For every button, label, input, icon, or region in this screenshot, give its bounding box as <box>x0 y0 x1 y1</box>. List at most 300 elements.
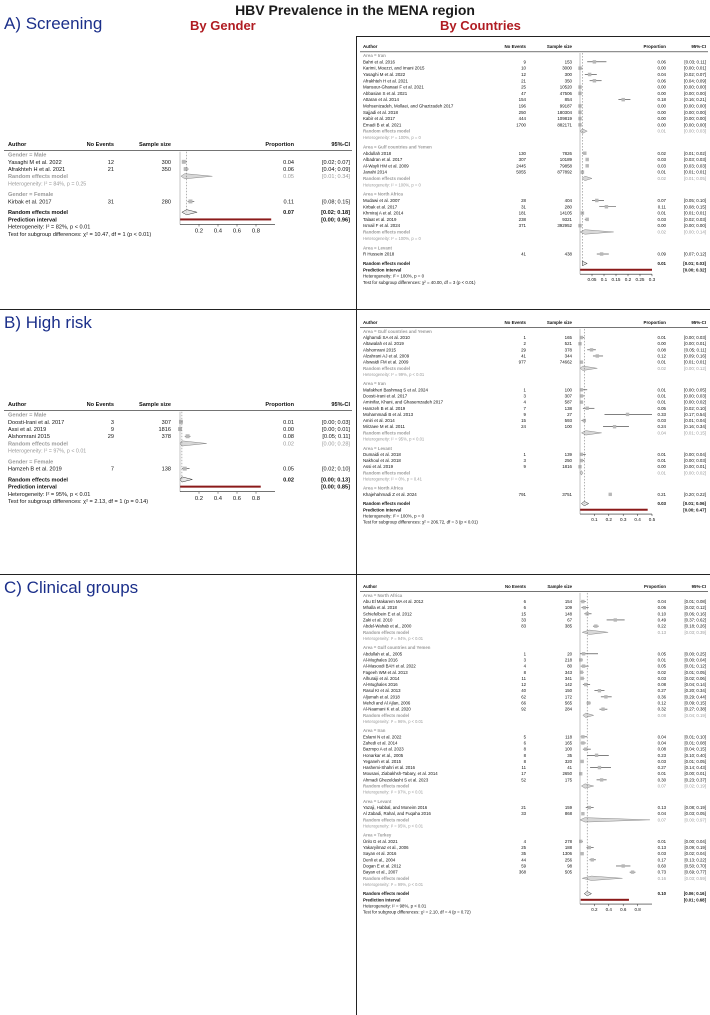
study-square <box>184 167 188 171</box>
study-author: Al-Mughales 2016 <box>363 657 398 663</box>
study-events: 12 <box>521 682 526 688</box>
x-axis-tick-label: 0.2 <box>194 228 204 235</box>
study-ci: [0.08; 0.15] <box>322 199 350 206</box>
study-events: 10 <box>521 65 526 71</box>
study-author: Alghamdi SA et al. 2010 <box>363 335 410 341</box>
study-sample-size: 150 <box>564 688 572 694</box>
subgroup-re-label: Random effects model <box>363 875 410 881</box>
study-proportion: 0.01 <box>657 838 666 844</box>
study-square <box>182 160 186 164</box>
study-sample-size: 218 <box>564 657 572 663</box>
study-proportion: 0.10 <box>657 611 666 617</box>
study-square <box>580 336 583 339</box>
study-square <box>581 735 584 738</box>
study-square <box>183 467 187 471</box>
study-events: 33 <box>521 617 526 623</box>
subgroup-re-proportion: 0.16 <box>657 875 666 881</box>
subgroup-diamond <box>582 630 608 634</box>
study-square <box>581 600 584 603</box>
study-proportion: 0.27 <box>657 688 666 694</box>
study-events: 12 <box>107 159 114 166</box>
study-events: 181 <box>518 210 526 216</box>
study-events: 33 <box>521 811 526 817</box>
panel-divider-bc <box>0 574 710 575</box>
figure-title: HBV Prevalence in the MENA region <box>235 2 475 18</box>
study-square <box>588 846 591 849</box>
study-square <box>179 420 183 424</box>
subgroup-heterogeneity: Heterogeneity: I² = 99%, p < 0.01 <box>363 881 424 887</box>
overall-re-ci: [0.06; 0.16] <box>683 891 706 897</box>
study-sample-size: 27 <box>567 411 572 417</box>
study-proportion: 0.01 <box>657 458 666 464</box>
study-author: Yeganeh et al. 2015 <box>363 758 402 764</box>
study-events: 8 <box>523 758 526 764</box>
overall-heterogeneity: Heterogeneity: I² = 82%, p < 0.01 <box>8 224 91 231</box>
x-axis-tick-label: 0.2 <box>624 277 632 283</box>
study-sample-size: 10520 <box>559 84 572 90</box>
study-ci: [0.03; 0.03] <box>684 157 706 163</box>
subgroup-label: Gender = Female <box>8 192 54 199</box>
study-proportion: 0.00 <box>657 116 666 122</box>
study-events: 8 <box>523 669 526 675</box>
study-square <box>580 671 583 674</box>
study-sample-size: 280 <box>161 199 171 206</box>
study-proportion: 0.02 <box>657 150 666 156</box>
subgroup-diamond <box>582 176 592 181</box>
study-author: Ünlü G et al. 2021 <box>363 838 398 844</box>
study-ci: [0.00; 0.03] <box>684 458 706 464</box>
study-sample-size: 67 <box>567 617 572 623</box>
subgroup-re-proportion: 0.04 <box>657 430 666 436</box>
study-events: 4 <box>523 663 526 669</box>
study-proportion: 0.05 <box>657 651 666 657</box>
study-events: 66 <box>521 700 526 706</box>
study-sample-size: 1306 <box>562 851 572 857</box>
study-square <box>591 858 594 861</box>
study-proportion: 0.08 <box>657 682 666 688</box>
study-square <box>580 400 583 403</box>
panel-b-separator <box>356 309 357 574</box>
study-sample-size: 438 <box>564 251 572 257</box>
study-events: 83 <box>521 623 526 629</box>
study-square <box>609 493 612 496</box>
study-sample-size: 300 <box>161 159 171 166</box>
study-proportion: 0.00 <box>657 65 666 71</box>
subgroup-heterogeneity: Heterogeneity: I² = 95%, p < 0.01 <box>363 436 425 442</box>
study-author: Aljumah et al. 2018 <box>363 694 400 700</box>
study-sample-size: 280 <box>564 204 572 210</box>
study-square <box>588 73 591 76</box>
study-author: Hashemi-Shahri et al. 2016 <box>363 765 416 771</box>
study-ci: [0.01; 0.05] <box>684 669 706 675</box>
study-author: Doosti-Irani et al. 2017 <box>8 419 65 426</box>
study-events: 25 <box>521 84 526 90</box>
study-ci: [0.02; 0.03] <box>684 216 706 222</box>
study-sample-size: 142 <box>564 682 572 688</box>
study-proportion: 0.01 <box>657 335 666 341</box>
study-ci: [0.13; 0.22] <box>684 857 706 863</box>
subgroup-re-label: Random effects model <box>363 128 411 134</box>
subgroup-difference-test: Test for subgroup differences: χ² = 2.10, df = 4 (p = 0.72) <box>363 909 471 915</box>
study-sample-size: 139 <box>564 451 572 457</box>
study-sample-size: 74662 <box>559 359 572 365</box>
subgroup-diamond <box>582 876 622 880</box>
study-proportion: 0.00 <box>657 341 666 347</box>
panel-a-title: A) Screening <box>4 14 103 33</box>
study-sample-size: 307 <box>161 419 171 426</box>
study-proportion: 0.06 <box>657 78 666 84</box>
study-square <box>588 806 591 809</box>
study-square <box>594 624 597 627</box>
study-events: 977 <box>518 359 526 365</box>
subgroup-re-label: Random effects model <box>363 175 411 181</box>
subgroup-label: Gender = Female <box>8 459 54 466</box>
study-ci: [0.16; 0.34] <box>684 424 706 430</box>
study-ci: [0.02; 0.12] <box>684 605 706 611</box>
study-sample-size: 35 <box>567 752 572 758</box>
study-sample-size: 165 <box>564 335 572 341</box>
study-ci: [0.04; 0.15] <box>684 746 706 752</box>
study-proportion: 0.03 <box>657 216 666 222</box>
study-events: 3 <box>523 458 526 464</box>
study-proportion: 0.03 <box>657 851 666 857</box>
study-ci: [0.06; 0.16] <box>684 611 706 617</box>
study-ci: [0.04; 0.14] <box>684 682 706 688</box>
x-axis-tick-label: 0.6 <box>232 495 242 502</box>
forest-plot-c-by-countries <box>360 580 708 1012</box>
study-author: Denli et al., 2004 <box>363 857 396 863</box>
study-events: 24 <box>521 424 526 430</box>
study-sample-size: 385 <box>564 623 572 629</box>
study-sample-size: 118 <box>565 734 572 740</box>
subgroup-re-proportion: 0.02 <box>657 229 666 235</box>
study-ci: [0.00; 0.00] <box>684 116 706 122</box>
study-proportion: 0.08 <box>283 434 294 441</box>
study-sample-size: 2650 <box>562 771 572 777</box>
study-square <box>582 664 585 667</box>
study-sample-size: 877892 <box>557 169 572 175</box>
subgroup-re-proportion: 0.01 <box>657 128 666 134</box>
column-header-author: Author <box>363 320 378 325</box>
study-events: 25 <box>521 845 526 851</box>
overall-diamond <box>182 210 197 215</box>
study-square <box>580 394 583 397</box>
study-square <box>580 360 583 363</box>
study-sample-size: 392952 <box>557 223 572 229</box>
study-author: Sajjadi et al. 2018 <box>363 109 398 115</box>
study-sample-size: 256 <box>564 857 572 863</box>
overall-heterogeneity: Heterogeneity: I² = 98%, p < 0.01 <box>363 903 427 909</box>
overall-re-label: Random effects model <box>363 891 410 897</box>
overall-re-label: Random effects model <box>363 261 411 266</box>
study-events: 9 <box>523 59 526 65</box>
study-proportion: 0.06 <box>283 167 294 173</box>
study-events: 3 <box>523 393 526 399</box>
subgroup-label: Area = Gulf countries and Yemen <box>363 328 432 334</box>
study-author: Yakaryilmaz et al., 2006 <box>363 845 409 851</box>
study-sample-size: 868 <box>564 811 572 817</box>
study-ci: [0.01; 0.10] <box>684 734 706 740</box>
subgroup-label: Area = Gulf countries and Yemen <box>363 144 432 150</box>
study-square <box>583 151 586 154</box>
subgroup-label: Area = North Africa <box>363 191 403 197</box>
panel-a-right-frame-top <box>356 36 710 37</box>
study-sample-size: 404 <box>564 198 572 203</box>
study-author: Alzahrani AJ et al. 2009 <box>363 353 410 359</box>
study-ci: [0.03; 0.11] <box>684 59 706 65</box>
study-square <box>579 658 582 661</box>
study-proportion: 0.00 <box>657 90 666 96</box>
study-sample-size: 79858 <box>559 163 572 169</box>
study-proportion: 0.13 <box>657 845 666 851</box>
x-axis-tick-label: 0.15 <box>611 277 621 283</box>
study-ci: [0.20; 0.22] <box>684 491 706 497</box>
study-ci: [0.00; 0.02] <box>684 399 706 405</box>
subgroup-re-ci: [0.01; 0.34] <box>322 174 350 181</box>
study-ci: [0.00; 0.03] <box>684 335 706 341</box>
study-sample-size: 7826 <box>562 150 572 156</box>
study-square <box>593 79 596 82</box>
study-proportion: 0.01 <box>657 387 666 393</box>
study-ci: [0.00; 0.01] <box>322 427 350 433</box>
study-proportion: 0.01 <box>657 393 666 399</box>
study-sample-size: 41 <box>567 765 572 771</box>
study-author: Eslami N et al. 2022 <box>363 734 402 740</box>
study-events: 250 <box>518 109 526 115</box>
study-events: 31 <box>521 204 526 210</box>
study-proportion: 0.33 <box>657 411 666 417</box>
study-square <box>605 205 608 208</box>
study-proportion: 0.12 <box>657 700 666 706</box>
study-author: Dogan E et al. 2012 <box>363 863 401 869</box>
subgroup-re-proportion: 0.07 <box>657 817 666 823</box>
overall-re-ci: [0.01; 0.06] <box>683 501 706 507</box>
overall-re-proportion: 0.02 <box>283 477 294 484</box>
study-ci: [0.01; 0.04] <box>684 418 706 424</box>
study-sample-size: 154 <box>564 599 572 605</box>
study-ci: [0.00; 0.25] <box>684 651 706 657</box>
study-square <box>631 870 634 873</box>
column-header-ci: 95%-CI <box>691 584 706 589</box>
column-header-proportion: Proportion <box>643 320 666 325</box>
study-proportion: 0.01 <box>283 419 294 426</box>
prediction-interval-bar <box>580 269 652 271</box>
study-author: Assi et al. 2019 <box>363 464 394 470</box>
study-sample-size: 159 <box>564 805 572 811</box>
study-events: 40 <box>521 688 526 694</box>
study-proportion: 0.30 <box>657 777 666 783</box>
prediction-interval-bar <box>180 218 271 220</box>
study-events: 3 <box>110 419 114 426</box>
study-ci: [0.20; 0.34] <box>684 688 706 694</box>
subgroup-label: Area = Turkey <box>363 832 392 838</box>
study-author: Altawalah et al. 2019 <box>363 341 404 347</box>
study-author: Mhalla et al. 2018 <box>363 605 397 611</box>
study-ci: [0.02; 0.10] <box>684 405 706 411</box>
study-sample-size: 344 <box>564 353 572 359</box>
subgroup-re-proportion: 0.02 <box>283 441 294 448</box>
study-sample-size: 9321 <box>562 216 572 222</box>
study-events: 1 <box>523 651 526 657</box>
study-ci: [0.17; 0.54] <box>684 411 706 417</box>
prediction-interval-ci: [0.00; 0.32] <box>683 267 706 273</box>
study-ci: [0.02; 0.10] <box>322 466 350 473</box>
x-axis-tick-label: 0.25 <box>635 277 645 283</box>
study-ci: [0.16; 0.21] <box>684 97 706 103</box>
study-proportion: 0.04 <box>283 159 294 166</box>
overall-re-proportion: 0.07 <box>283 210 294 217</box>
subgroup-heterogeneity: Heterogeneity: I² = 100%, p = 0 <box>363 235 421 241</box>
subgroup-re-ci: [0.00; 0.14] <box>684 229 706 235</box>
study-proportion: 0.00 <box>657 223 666 229</box>
study-author: Zaki et al. 2010 <box>363 617 393 623</box>
study-ci: [0.29; 0.44] <box>684 694 706 700</box>
study-sample-size: 175 <box>564 777 572 783</box>
study-events: 41 <box>521 353 526 359</box>
overall-diamond <box>581 501 588 505</box>
study-ci: [0.09; 0.15] <box>684 700 706 706</box>
study-author: Afrakhteh H et al. 2021 <box>363 78 408 84</box>
study-sample-size: 138 <box>161 466 171 473</box>
study-events: 1 <box>523 387 526 393</box>
x-axis-tick-label: 0.2 <box>605 516 613 522</box>
study-ci: [0.00; 0.00] <box>684 90 706 96</box>
study-square <box>626 413 629 416</box>
study-ci: [0.05; 0.10] <box>684 198 706 203</box>
overall-re-label: Random effects model <box>8 477 68 484</box>
subgroup-re-label: Random effects model <box>363 365 411 371</box>
study-ci: [0.03; 0.03] <box>684 163 706 169</box>
study-sample-size: 109819 <box>557 116 572 122</box>
study-events: 2 <box>523 341 526 347</box>
study-author: Karimi, Moezzi, and Imani 2015 <box>363 65 425 71</box>
overall-re-ci: [0.00; 0.13] <box>321 477 350 484</box>
study-author: Albadran et al. 2017 <box>363 157 403 163</box>
study-sample-size: 521 <box>564 341 572 347</box>
study-proportion: 0.17 <box>657 857 666 863</box>
study-sample-size: 180304 <box>557 109 572 115</box>
study-author: Amiri et al. 2014 <box>363 418 395 424</box>
study-author: Alshomrani 2015 <box>8 434 50 441</box>
subgroup-re-ci: [0.00; 0.02] <box>684 470 706 476</box>
subgroup-diamond <box>581 784 593 788</box>
study-sample-size: 10189 <box>559 157 572 163</box>
study-events: 31 <box>107 199 114 206</box>
study-events: 7 <box>110 466 114 473</box>
study-proportion: 0.08 <box>657 347 666 353</box>
column-header-events: No Events <box>504 584 526 589</box>
x-axis-tick-label: 0.1 <box>600 277 608 283</box>
column-header-author: Author <box>8 402 27 408</box>
study-author: Abdel-Wahab et al., 2000 <box>363 623 412 629</box>
study-author: Mohammadi B et al. 2013 <box>363 411 414 417</box>
study-ci: [0.00; 0.01] <box>684 771 706 777</box>
study-author: Abbasian S et al. 2021 <box>363 90 408 96</box>
column-header-sample-size: Sample size <box>547 584 572 589</box>
study-author: Kirbak et al. 2017 <box>8 199 52 206</box>
study-proportion: 0.04 <box>657 811 666 817</box>
study-ci: [0.04; 0.09] <box>322 167 350 173</box>
study-ci: [0.07; 0.12] <box>684 251 706 257</box>
study-ci: [0.00; 0.04] <box>684 838 706 844</box>
study-sample-size: 250 <box>564 458 572 464</box>
subgroup-re-proportion: 0.02 <box>657 175 666 181</box>
study-events: 5055 <box>516 169 526 175</box>
study-ci: [0.01; 0.01] <box>684 169 706 175</box>
study-author: Mohsenizadeh, Mollaei, and Ghazizadeh 2017 <box>363 103 454 109</box>
subgroup-difference-test: Test for subgroup differences: χ² = 10.47, df = 1 (p < 0.01) <box>8 231 152 238</box>
study-author: Khmiraj A et al. 2014 <box>363 210 404 216</box>
subgroup-re-ci: [0.00; 0.03] <box>684 128 706 134</box>
study-ci: [0.01; 0.02] <box>684 150 706 156</box>
study-author: Mudawi et al. 2007 <box>363 198 400 203</box>
overall-heterogeneity: Heterogeneity: I² = 100%, p = 0 <box>363 513 425 519</box>
subgroup-diamond <box>580 366 597 370</box>
study-proportion: 0.04 <box>657 599 666 605</box>
study-proportion: 0.03 <box>657 157 666 163</box>
study-sample-size: 882171 <box>557 122 572 128</box>
study-square <box>598 766 601 769</box>
study-square <box>600 778 603 781</box>
study-ci: [0.00; 0.03] <box>684 393 706 399</box>
study-events: 21 <box>521 805 526 811</box>
subgroup-re-proportion: 0.01 <box>657 470 666 476</box>
study-sample-size: 3000 <box>562 65 572 71</box>
study-proportion: 0.36 <box>657 694 666 700</box>
study-square <box>581 812 584 815</box>
subgroup-re-label: Random effects model <box>363 783 410 789</box>
study-ci: [0.10; 0.40] <box>684 752 706 758</box>
x-axis-tick-label: 0.6 <box>232 228 242 235</box>
forest-plot-b-by-countries <box>360 316 708 572</box>
study-events: 791 <box>518 491 526 497</box>
study-sample-size: 854 <box>564 97 572 103</box>
panel-a-separator <box>356 36 357 309</box>
x-axis-tick-label: 0.8 <box>634 906 641 912</box>
overall-diamond <box>584 891 591 895</box>
study-author: Alhuraiji et al. 2014 <box>363 675 400 681</box>
prediction-interval-label: Prediction interval <box>363 507 402 513</box>
study-events: 368 <box>518 869 526 875</box>
subgroup-label: Area = Iran <box>363 728 386 734</box>
x-axis-tick-label: 0.8 <box>251 228 261 235</box>
study-square <box>621 98 624 101</box>
subgroup-difference-test: Test for subgroup differences: χ² = 206.72, df = 3 (p < 0.01) <box>363 519 478 525</box>
study-sample-size: 153 <box>564 59 572 65</box>
study-sample-size: 593 <box>564 418 572 424</box>
study-square <box>604 695 607 698</box>
subgroup-label: Area = Iran <box>363 53 386 59</box>
study-events: 9 <box>523 464 526 470</box>
study-sample-size: 148 <box>564 611 572 617</box>
study-square <box>593 60 596 63</box>
study-author: Abdullah 2018 <box>363 150 392 156</box>
x-axis-tick-label: 0.8 <box>251 495 261 502</box>
study-square <box>579 772 582 775</box>
study-ci: [0.09; 0.19] <box>684 845 706 851</box>
x-axis-tick-label: 0.3 <box>648 277 656 283</box>
x-axis-tick-label: 0.2 <box>194 495 204 502</box>
column-header-sample-size: Sample size <box>138 402 171 408</box>
study-events: 3 <box>523 657 526 663</box>
study-events: 12 <box>521 72 526 77</box>
x-axis-tick-label: 0.6 <box>620 906 627 912</box>
forest-plot-b-by-gender <box>4 398 352 538</box>
study-proportion: 0.12 <box>657 353 666 359</box>
subgroup-re-label: Random effects model <box>363 430 411 436</box>
study-square <box>622 864 625 867</box>
study-sample-size: 100 <box>564 387 572 393</box>
